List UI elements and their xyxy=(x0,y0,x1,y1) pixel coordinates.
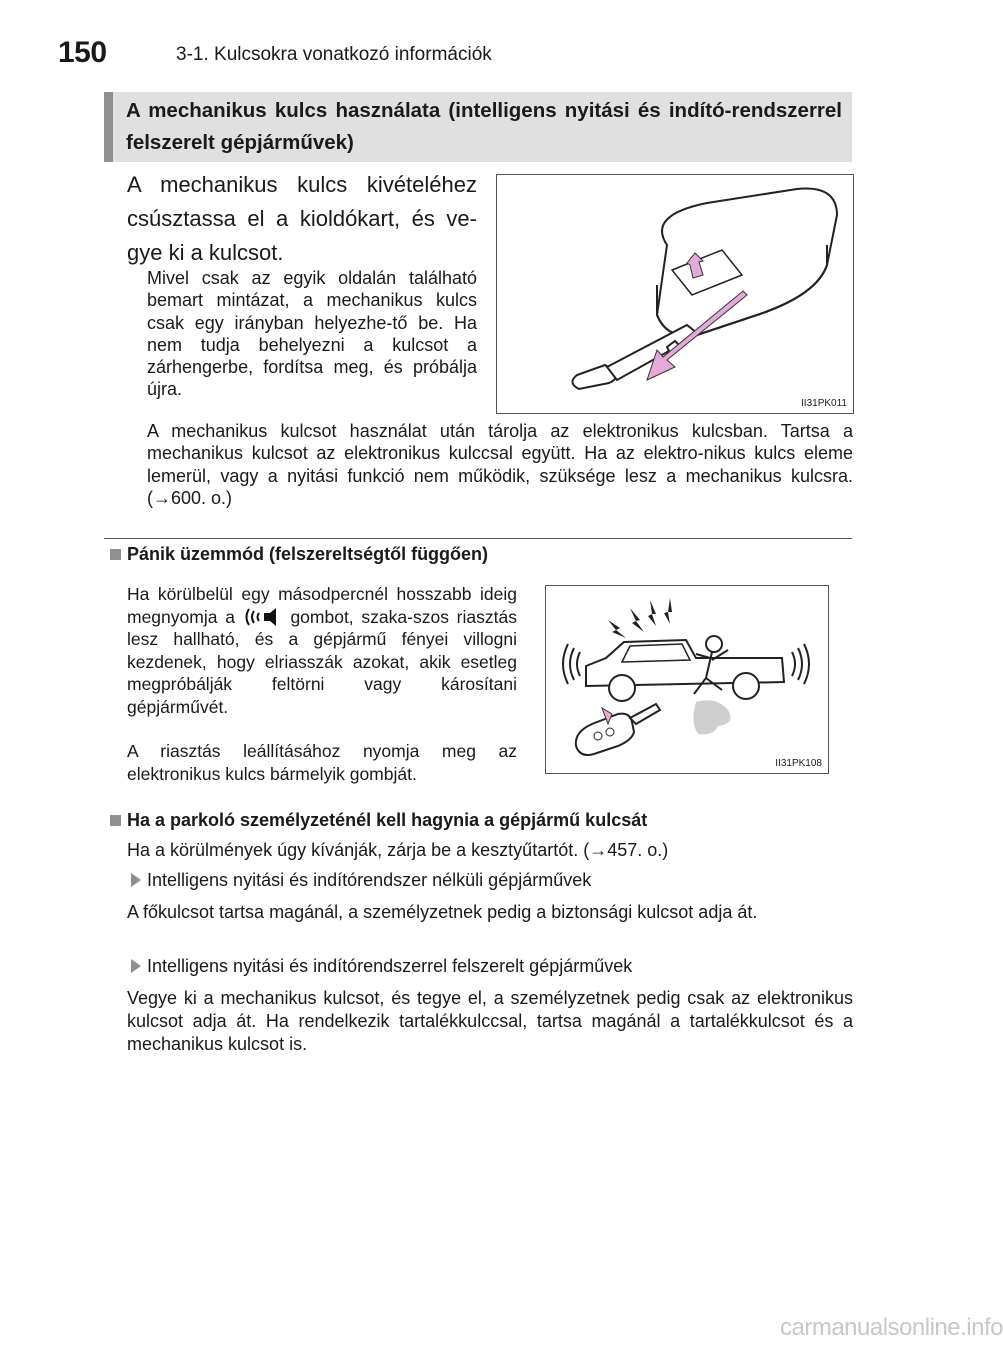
square-bullet-icon xyxy=(110,815,121,826)
truck-window xyxy=(622,644,690,662)
section-title: 3-1. Kulcsokra vonatkozó információk xyxy=(176,44,492,65)
shadow xyxy=(693,700,730,734)
key-fob-outline xyxy=(657,189,837,336)
triangle-bullet-icon xyxy=(131,873,141,887)
section-heading: A mechanikus kulcs használata (intelligens nyitási és indító-rendszerrel felszerelt gépjárművek) xyxy=(126,99,842,154)
triangle-bullet-icon xyxy=(131,959,141,973)
panic-alarm-figure xyxy=(545,585,829,774)
intro-paragraph: A mechanikus kulcs kivételéhez csúsztassa el a kioldókart, és ve-gye ki a kulcsot. xyxy=(127,172,477,265)
valet-heading xyxy=(110,810,647,831)
subheading-1-paragraph: A főkulcsot tartsa magánál, a személyzetnek pedig a biztonsági kulcsot adja át. xyxy=(127,902,758,922)
panic-button-icon xyxy=(243,607,283,627)
panic-stop-paragraph: A riasztás leállításához nyomja meg az elektronikus kulcs bármelyik gombját. xyxy=(127,741,517,784)
panic-heading-text: Pánik üzemmód (felszereltségtől függően) xyxy=(127,544,489,564)
mechanical-key-figure xyxy=(496,174,854,414)
heading-accent-bar xyxy=(104,92,113,162)
truck-wheel-front xyxy=(609,675,635,701)
key-illustration xyxy=(497,175,853,413)
valet-paragraph: Ha a körülmények úgy kívánják, zárja be a kesztyűtartót. (→457. o.) xyxy=(127,840,669,860)
subheading-1 xyxy=(131,870,591,891)
sound-waves-left xyxy=(563,644,580,684)
truck-alarm-illustration xyxy=(546,586,828,773)
flash-icons xyxy=(608,598,672,638)
panic-text-start: Ha körülbelül egy másodpercnél hosszabb ideig megnyomja a xyxy=(127,584,517,627)
truck-wheel-rear xyxy=(733,673,759,699)
note-paragraph-2: A mechanikus kulcsot használat után tárolja az elektronikus kulcsban. Tartsa a mechanikus kulcsot az elektronikus kulccsal együtt. Ha az elektro-nikus kulcs eleme lemerül, vagy a nyitási funkció nem működik, szüksége lesz a mechanikus kulcsra. (→600. o.) xyxy=(147,421,853,508)
subheading-2 xyxy=(131,956,632,977)
figure-code: II31PK108 xyxy=(775,758,822,769)
subheading-1-text: Intelligens nyitási és indítórendszer nélküli gépjárművek xyxy=(147,870,592,890)
subheading-2-paragraph: Vegye ki a mechanikus kulcsot, és tegye el, a személyzetnek pedig csak az elektronikus kulcsot adja át. Ha rendelkezik tartalékkulccsal, tartsa magánál a tartalékkulcsot és a mechanikus kulcsot is. xyxy=(127,988,853,1054)
panic-heading xyxy=(110,544,488,565)
divider xyxy=(104,538,852,539)
remote-key xyxy=(576,704,660,755)
note-paragraph-1: Mivel csak az egyik oldalán található bemart mintázat, a mechanikus kulcs csak egy irányban helyezhe-tő be. Ha nem tudja behelyezni a kulcsot a zárhengerbe, fordítsa meg, és próbálja újra. xyxy=(147,268,477,400)
watermark: carmanualsonline.info xyxy=(780,1314,1003,1341)
sound-waves-right xyxy=(792,644,809,684)
valet-heading-text: Ha a parkoló személyzeténél kell hagynia a gépjármű kulcsát xyxy=(127,810,648,830)
subheading-2-text: Intelligens nyitási és indítórendszerrel felszerelt gépjárművek xyxy=(147,956,633,976)
panic-paragraph xyxy=(127,583,517,719)
page-number: 150 xyxy=(58,36,107,69)
section-heading-band xyxy=(104,92,852,162)
figure-code: II31PK011 xyxy=(801,398,847,409)
square-bullet-icon xyxy=(110,549,121,560)
panic-text-end: gombot, szaka-szos riasztás lesz hallható, és a gépjármű fényei villogni kezdenek, hogy elriasszák azokat, akik esetleg megpróbálják feltörni vagy károsítani gépjárművét. xyxy=(127,606,517,717)
